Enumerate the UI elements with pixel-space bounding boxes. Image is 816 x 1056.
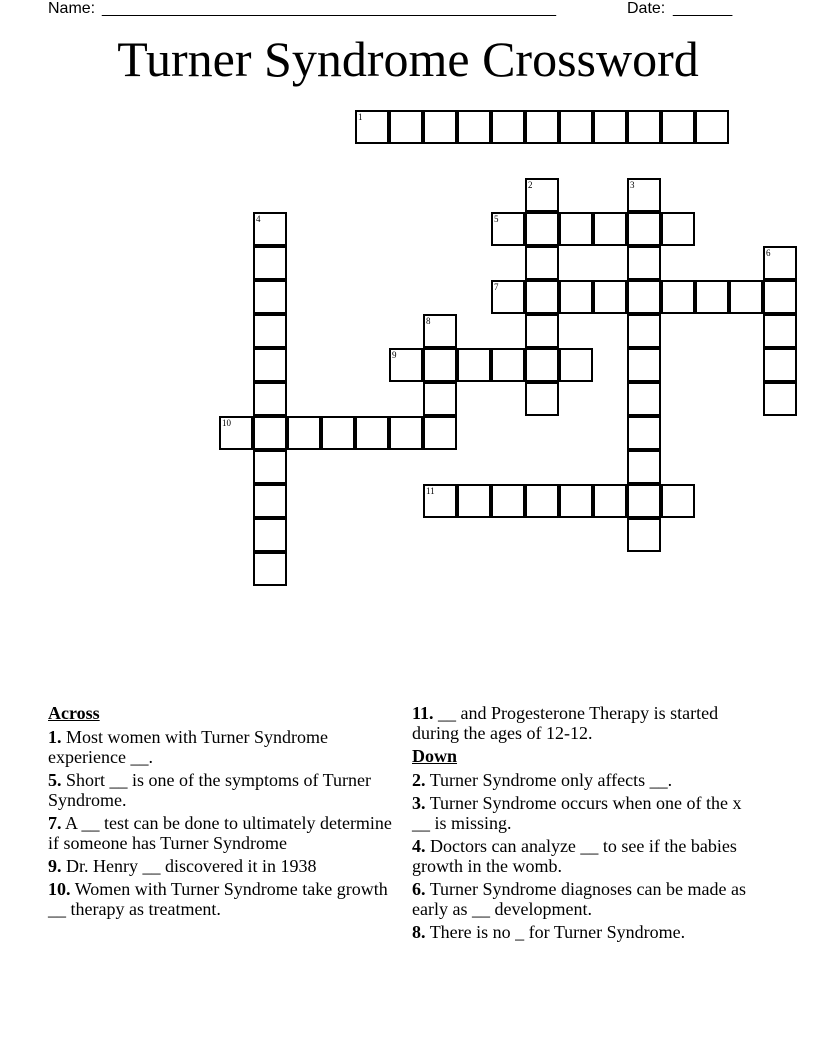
clue-down-4 [412, 836, 757, 876]
grid-cell[interactable] [525, 314, 559, 348]
clue-across-7 [48, 813, 393, 853]
grid-cell[interactable] [491, 212, 525, 246]
grid-cell[interactable] [457, 348, 491, 382]
grid-cell[interactable] [525, 178, 559, 212]
grid-cell[interactable] [627, 348, 661, 382]
grid-cell[interactable] [559, 212, 593, 246]
grid-cell[interactable] [253, 552, 287, 586]
grid-cell[interactable] [253, 382, 287, 416]
grid-cell[interactable] [423, 314, 457, 348]
grid-cell[interactable] [661, 484, 695, 518]
clue-number: 8. [412, 922, 426, 942]
date-field-line[interactable]: _______ [673, 0, 732, 17]
grid-cell[interactable] [559, 348, 593, 382]
grid-cell[interactable] [627, 450, 661, 484]
clue-text: There is no _ for Turner Syndrome. [429, 922, 686, 942]
grid-cell[interactable] [491, 110, 525, 144]
clue-across-11 [412, 703, 757, 743]
clue-across-10 [48, 879, 393, 919]
clue-number: 7. [48, 813, 62, 833]
grid-cell[interactable] [321, 416, 355, 450]
grid-cell[interactable] [593, 212, 627, 246]
date-label: Date: [627, 0, 666, 17]
grid-cell[interactable] [491, 484, 525, 518]
grid-cell[interactable] [423, 382, 457, 416]
grid-cell[interactable] [525, 246, 559, 280]
grid-cell[interactable] [423, 110, 457, 144]
grid-cell[interactable] [695, 110, 729, 144]
clues-right-column [412, 703, 757, 945]
clue-number: 6. [412, 879, 426, 899]
cell-number: 11 [426, 486, 435, 496]
clue-number: 11. [412, 703, 434, 723]
grid-cell[interactable] [627, 314, 661, 348]
grid-cell[interactable] [661, 110, 695, 144]
grid-cell[interactable] [763, 382, 797, 416]
grid-cell[interactable] [253, 416, 287, 450]
grid-cell[interactable] [763, 314, 797, 348]
grid-cell[interactable] [627, 484, 661, 518]
clue-number: 4. [412, 836, 426, 856]
grid-cell[interactable] [219, 416, 253, 450]
cell-number: 6 [766, 248, 771, 258]
clue-number: 2. [412, 770, 426, 790]
grid-cell[interactable] [525, 280, 559, 314]
grid-cell[interactable] [253, 314, 287, 348]
clue-text: Turner Syndrome diagnoses can be made as early as __ development. [412, 879, 746, 919]
cell-number: 1 [358, 112, 363, 122]
clue-number: 5. [48, 770, 62, 790]
clues-left-column [48, 703, 393, 922]
grid-cell[interactable] [287, 416, 321, 450]
grid-cell[interactable] [627, 416, 661, 450]
grid-cell[interactable] [695, 280, 729, 314]
cell-number: 2 [528, 180, 533, 190]
grid-cell[interactable] [423, 348, 457, 382]
grid-cell[interactable] [593, 484, 627, 518]
down-heading: Down [412, 746, 458, 766]
grid-cell[interactable] [525, 382, 559, 416]
grid-cell[interactable] [763, 246, 797, 280]
grid-cell[interactable] [253, 518, 287, 552]
grid-cell[interactable] [253, 450, 287, 484]
grid-cell[interactable] [593, 280, 627, 314]
grid-cell[interactable] [253, 348, 287, 382]
clue-down-3 [412, 793, 757, 833]
name-field-line[interactable]: ______________________________________________________ [102, 0, 556, 17]
grid-cell[interactable] [627, 518, 661, 552]
grid-cell[interactable] [627, 246, 661, 280]
cell-number: 9 [392, 350, 397, 360]
grid-cell[interactable] [457, 484, 491, 518]
grid-cell[interactable] [389, 110, 423, 144]
grid-cell[interactable] [627, 280, 661, 314]
clue-text: Turner Syndrome only affects __. [429, 770, 673, 790]
grid-cell[interactable] [491, 280, 525, 314]
grid-cell[interactable] [253, 212, 287, 246]
grid-cell[interactable] [627, 212, 661, 246]
grid-cell[interactable] [491, 348, 525, 382]
page-title: Turner Syndrome Crossword [117, 31, 699, 87]
clue-across-1 [48, 727, 393, 767]
grid-cell[interactable] [355, 110, 389, 144]
cell-number: 8 [426, 316, 431, 326]
grid-cell[interactable] [457, 110, 491, 144]
clue-number: 10. [48, 879, 71, 899]
grid-cell[interactable] [593, 110, 627, 144]
grid-cell[interactable] [661, 212, 695, 246]
cell-number: 4 [256, 214, 261, 224]
grid-cell[interactable] [423, 484, 457, 518]
grid-cell[interactable] [253, 484, 287, 518]
clue-text: Turner Syndrome occurs when one of the x __ is missing. [412, 793, 742, 833]
clue-text: Dr. Henry __ discovered it in 1938 [66, 856, 317, 876]
clue-down-8 [412, 922, 757, 942]
grid-cell[interactable] [627, 382, 661, 416]
grid-cell[interactable] [763, 280, 797, 314]
grid-cell[interactable] [559, 110, 593, 144]
name-label: Name: [48, 0, 96, 17]
cell-number: 7 [494, 282, 499, 292]
clue-text: __ and Progesterone Therapy is started during the ages of 12-12. [412, 703, 719, 743]
grid-cell[interactable] [525, 484, 559, 518]
clue-text: Most women with Turner Syndrome experience __. [48, 727, 329, 767]
clue-across-9 [48, 856, 393, 876]
clue-number: 1. [48, 727, 62, 747]
cell-number: 5 [494, 214, 499, 224]
clue-down-6 [412, 879, 757, 919]
grid-cell[interactable] [729, 280, 763, 314]
clue-down-2 [412, 770, 757, 790]
across-heading: Across [48, 703, 100, 723]
clue-number: 9. [48, 856, 62, 876]
grid-cell[interactable] [355, 416, 389, 450]
grid-cell[interactable] [253, 246, 287, 280]
clue-across-5 [48, 770, 393, 810]
grid-cell[interactable] [763, 348, 797, 382]
clue-text: A __ test can be done to ultimately determine if someone has Turner Syndrome [48, 813, 392, 853]
cell-number: 10 [222, 418, 231, 428]
cell-number: 3 [630, 180, 635, 190]
grid-cell[interactable] [661, 280, 695, 314]
grid-cell[interactable] [389, 416, 423, 450]
grid-cell[interactable] [627, 178, 661, 212]
grid-cell[interactable] [525, 348, 559, 382]
clue-number: 3. [412, 793, 426, 813]
grid-cell[interactable] [253, 280, 287, 314]
grid-cell[interactable] [525, 110, 559, 144]
clue-text: Short __ is one of the symptoms of Turner Syndrome. [48, 770, 372, 810]
grid-cell[interactable] [559, 280, 593, 314]
grid-cell[interactable] [559, 484, 593, 518]
grid-cell[interactable] [627, 110, 661, 144]
grid-cell[interactable] [525, 212, 559, 246]
grid-cell[interactable] [423, 416, 457, 450]
clue-text: Doctors can analyze __ to see if the babies growth in the womb. [412, 836, 737, 876]
clue-text: Women with Turner Syndrome take growth __ therapy as treatment. [48, 879, 388, 919]
grid-cell[interactable] [389, 348, 423, 382]
